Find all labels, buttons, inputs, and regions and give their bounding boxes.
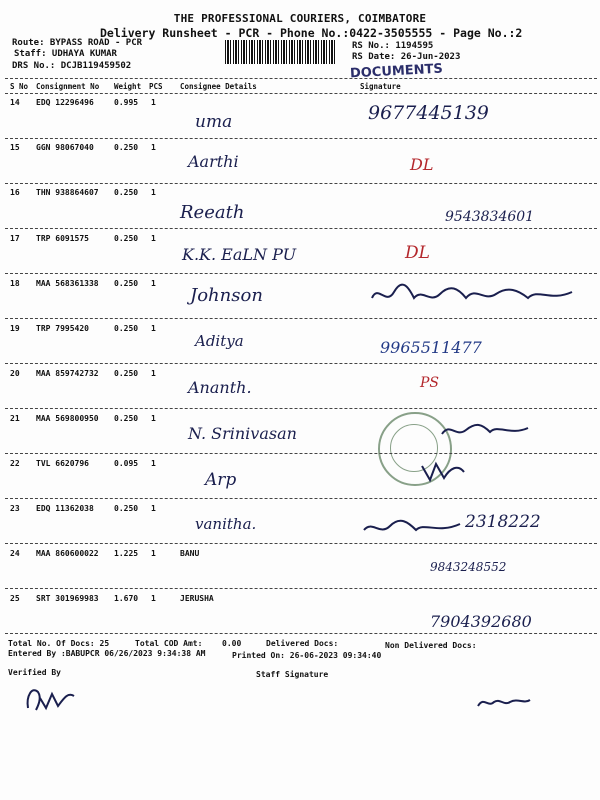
divider xyxy=(5,408,597,409)
drs-number: DRS No.: DCJB119459502 xyxy=(12,61,132,71)
total-docs: Total No. Of Docs: 25 xyxy=(8,639,110,648)
row-sno: 17 xyxy=(10,234,20,243)
row-sno: 14 xyxy=(10,98,20,107)
row-consignment: EDQ 12296496 xyxy=(36,98,94,107)
row-consignment: MAA 860600022 xyxy=(36,549,99,558)
col-signature: Signature xyxy=(360,82,401,91)
divider xyxy=(5,93,597,94)
row-consignee: K.K. EaLN PU xyxy=(182,245,297,264)
row-consignee: N. Srinivasan xyxy=(188,424,297,443)
row-pcs: 1 xyxy=(151,369,156,378)
signature-scribble xyxy=(418,458,468,486)
row-weight: 0.250 xyxy=(114,234,139,243)
row-pcs: 1 xyxy=(151,414,156,423)
total-cod-label: Total COD Amt: xyxy=(135,639,203,648)
row-consignment: EDQ 11362038 xyxy=(36,504,94,513)
row-consignment: SRT 301969983 xyxy=(36,594,99,603)
row-sno: 20 xyxy=(10,369,20,378)
verifier-signature xyxy=(22,678,78,718)
col-consignment: Consignment No xyxy=(36,82,100,91)
row-consignee: BANU xyxy=(180,549,200,558)
signature-scribble xyxy=(368,280,578,310)
divider xyxy=(5,543,597,544)
row-consignee: Aarthi xyxy=(188,152,239,171)
row-sno: 16 xyxy=(10,188,20,197)
row-pcs: 1 xyxy=(151,594,156,603)
row-consignee: JERUSHA xyxy=(180,594,214,603)
row-sno: 21 xyxy=(10,414,20,423)
divider xyxy=(5,78,597,79)
col-weight: Weight xyxy=(114,82,142,91)
row-weight: 0.095 xyxy=(114,459,139,468)
rs-date: RS Date: 26-Jun-2023 xyxy=(352,52,461,62)
delivered-docs: Delivered Docs: xyxy=(266,639,339,648)
divider xyxy=(5,363,597,364)
row-pcs: 1 xyxy=(151,459,156,468)
row-pcs: 1 xyxy=(151,98,156,107)
col-consignee: Consignee Details xyxy=(180,82,257,91)
staff-signature xyxy=(474,690,534,714)
verified-by: Verified By xyxy=(8,668,61,677)
row-sno: 19 xyxy=(10,324,20,333)
divider xyxy=(5,138,597,139)
row-weight: 0.250 xyxy=(114,369,139,378)
row-consignment: TVL 6620796 xyxy=(36,459,89,468)
row-weight: 0.250 xyxy=(114,324,139,333)
runsheet-title: Delivery Runsheet - PCR - Phone No.:0422-3505555 - Page No.:2 xyxy=(100,26,523,40)
row-signature: PS xyxy=(420,375,440,391)
non-delivered-docs: Non Delivered Docs: xyxy=(385,641,477,650)
divider xyxy=(5,633,597,634)
row-consignee: Ananth. xyxy=(188,378,252,397)
staff-signature-label: Staff Signature xyxy=(256,670,329,679)
row-signature: 9543834601 xyxy=(445,209,535,225)
row-consignment: MAA 859742732 xyxy=(36,369,99,378)
divider xyxy=(5,453,597,454)
row-sno: 24 xyxy=(10,549,20,558)
row-consignment: TRP 7995420 xyxy=(36,324,89,333)
divider xyxy=(5,588,597,589)
row-weight: 0.250 xyxy=(114,143,139,152)
col-sno: S No xyxy=(10,82,29,91)
signature-scribble xyxy=(440,418,530,444)
row-signature: 2318222 xyxy=(465,512,541,532)
signature-scribble xyxy=(362,516,462,538)
row-pcs: 1 xyxy=(151,324,156,333)
printed-on: Printed On: 26-06-2023 09:34:40 xyxy=(232,651,382,660)
divider xyxy=(5,183,597,184)
row-pcs: 1 xyxy=(151,143,156,152)
barcode xyxy=(225,40,337,64)
row-weight: 0.250 xyxy=(114,188,139,197)
row-consignment: TRP 6091575 xyxy=(36,234,89,243)
row-consignee: uma xyxy=(195,112,233,132)
row-signature: 9677445139 xyxy=(368,102,489,124)
row-pcs: 1 xyxy=(151,549,156,558)
row-consignee: Johnson xyxy=(190,285,263,306)
divider xyxy=(5,273,597,274)
row-consignee: vanitha. xyxy=(195,515,257,533)
total-cod-value: 0.00 xyxy=(222,639,242,648)
row-weight: 0.250 xyxy=(114,504,139,513)
row-consignment: THN 938864607 xyxy=(36,188,99,197)
route-label: Route: BYPASS ROAD - PCR xyxy=(12,38,143,48)
row-sno: 15 xyxy=(10,143,20,152)
row-weight: 1.670 xyxy=(114,594,139,603)
row-signature: DL xyxy=(410,155,434,174)
row-signature: 9965511477 xyxy=(380,338,482,357)
company-title: THE PROFESSIONAL COURIERS, COIMBATORE xyxy=(173,12,427,25)
row-consignment: GGN 98067040 xyxy=(36,143,94,152)
row-sno: 25 xyxy=(10,594,20,603)
row-consignment: MAA 568361338 xyxy=(36,279,99,288)
row-weight: 0.995 xyxy=(114,98,139,107)
row-pcs: 1 xyxy=(151,234,156,243)
row-signature: 9843248552 xyxy=(430,560,507,574)
row-consignee: Aditya xyxy=(195,332,244,350)
row-signature: DL xyxy=(405,243,430,263)
col-pcs: PCS xyxy=(149,82,163,91)
row-pcs: 1 xyxy=(151,188,156,197)
row-pcs: 1 xyxy=(151,279,156,288)
row-sno: 22 xyxy=(10,459,20,468)
row-sno: 18 xyxy=(10,279,20,288)
row-signature: 7904392680 xyxy=(430,612,532,631)
row-pcs: 1 xyxy=(151,504,156,513)
row-weight: 0.250 xyxy=(114,414,139,423)
staff-label: Staff: UDHAYA KUMAR xyxy=(14,49,117,59)
rs-number: RS No.: 1194595 xyxy=(352,41,434,51)
divider xyxy=(5,498,597,499)
row-consignee: Arp xyxy=(205,470,237,490)
row-consignment: MAA 569800950 xyxy=(36,414,99,423)
entered-by: Entered By :BABUPCR 06/26/2023 9:34:38 AM xyxy=(8,649,206,658)
divider xyxy=(5,228,597,229)
row-weight: 0.250 xyxy=(114,279,139,288)
divider xyxy=(5,318,597,319)
row-sno: 23 xyxy=(10,504,20,513)
row-weight: 1.225 xyxy=(114,549,139,558)
row-consignee: Reeath xyxy=(180,202,245,223)
documents-stamp: DOCUMENTS xyxy=(349,61,444,82)
